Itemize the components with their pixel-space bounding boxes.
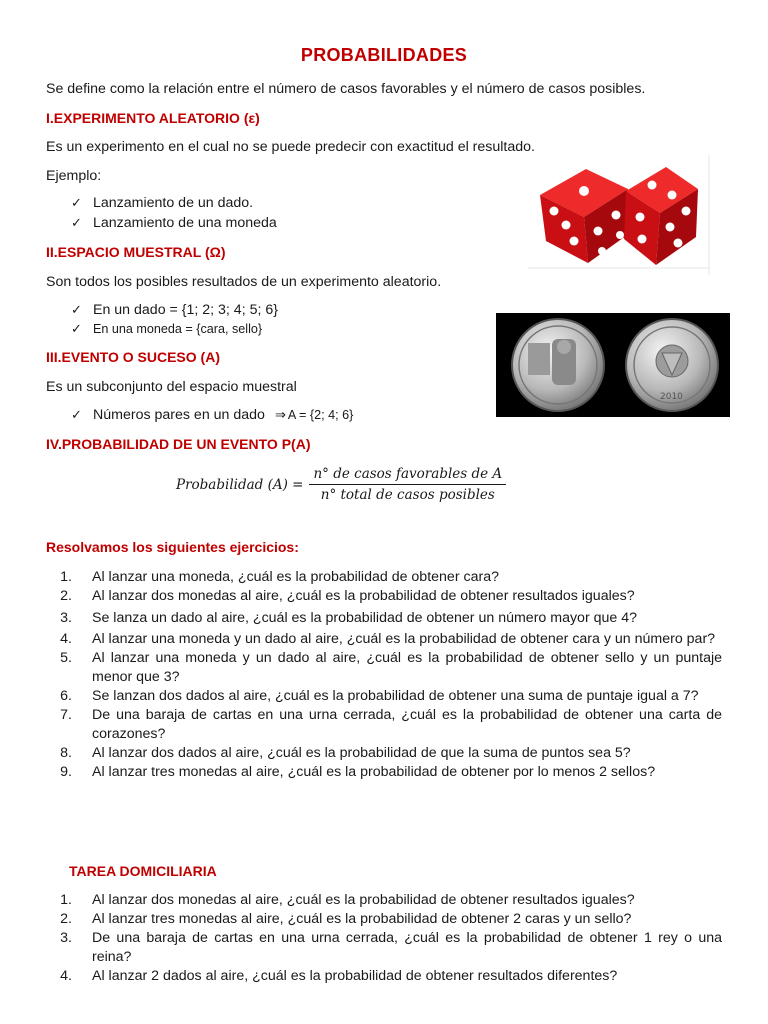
formula-lhs: Probabilidad (A) = [176,476,304,493]
coins-image [496,313,730,417]
red-dice-icon [528,155,710,275]
section-3-heading: III.EVENTO O SUCESO (A) [46,349,220,365]
list-item: ✓ Lanzamiento de una moneda [71,215,277,231]
item-text: De una baraja de cartas en una urna cerrada, ¿cuál es la probabilidad de obtener 1 rey o una reina? [92,930,722,965]
item-number: 5. [60,650,72,666]
check-icon: ✓ [71,195,82,210]
item-text: Al lanzar una moneda y un dado al aire, ¿cuál es la probabilidad de obtener sello y un puntaje menor que 3? [92,650,722,685]
section-3-text: Es un subconjunto del espacio muestral [46,379,297,395]
formula-fraction [309,466,506,503]
item-number: 9. [60,764,72,780]
item-text: Al lanzar 2 dados al aire, ¿cuál es la probabilidad de obtener resultados diferentes? [92,968,618,984]
item-number: 1. [60,569,72,585]
page-title: PROBABILIDADES [300,45,468,65]
item-number: 3. [60,930,72,946]
implies-arrow: ⇒ [274,407,286,422]
exercise-list [46,568,722,782]
item-text: Al lanzar dos dados al aire, ¿cuál es la probabilidad de que la suma de puntos sea 5? [92,745,631,761]
check-icon: ✓ [71,215,82,230]
item-number: 1. [60,892,72,908]
item-text: Al lanzar una moneda, ¿cuál es la probabilidad de obtener cara? [92,569,499,585]
item-text: De una baraja de cartas en una urna cerrada, ¿cuál es la probabilidad de obtener una carta de corazones? [92,707,722,742]
list-item [46,891,722,910]
list-item: ✓ Números pares en un dado ⇒ A = {2; 4; 6} [71,407,354,423]
item-number: 7. [60,707,72,723]
item-text: Al lanzar dos monedas al aire, ¿cuál es la probabilidad de obtener resultados iguales? [92,892,635,908]
item-text: Al lanzar dos monedas al aire, ¿cuál es la probabilidad de obtener resultados iguales? [92,588,635,604]
item-number: 8. [60,745,72,761]
list-item [46,687,722,706]
intro-text: Se define como la relación entre el número de casos favorables y el número de casos posibles. [46,81,646,97]
item-text: Se lanza un dado al aire, ¿cuál es la probabilidad de obtener un número mayor que 4? [92,610,637,626]
list-item [46,630,722,649]
section-2-text: Son todos los posibles resultados de un experimento aleatorio. [46,274,442,290]
probability-formula [176,466,506,503]
list-item [46,587,722,606]
list-item [46,744,722,763]
peru-coins-icon [496,313,730,417]
item-number: 4. [60,631,72,647]
list-item [46,967,722,986]
formula-numerator: n° de casos favorables de A [313,466,503,482]
item-text: Al lanzar una moneda y un dado al aire, ¿cuál es la probabilidad de obtener cara y un número par? [92,631,716,647]
list-item [46,910,722,929]
list-item [46,763,722,782]
item-text: Al lanzar tres monedas al aire, ¿cuál es la probabilidad de obtener por lo menos 2 sellos? [92,764,656,780]
list-item: ✓ En un dado = {1; 2; 3; 4; 5; 6} [71,302,278,318]
section-4-heading: IV.PROBABILIDAD DE UN EVENTO P(A) [46,436,311,452]
item-number: 6. [60,688,72,704]
item-text: Al lanzar tres monedas al aire, ¿cuál es la probabilidad de obtener 2 caras y un sello? [92,911,632,927]
homework-heading: TAREA DOMICILIARIA [69,863,217,879]
list-item [46,706,722,744]
list-item [46,606,722,630]
list-item: ✓ En una moneda = {cara, sello} [71,321,263,336]
section-1-heading: I.EXPERIMENTO ALEATORIO (ε) [46,110,260,126]
section-1-text: Es un experimento en el cual no se puede predecir con exactitud el resultado. [46,139,535,155]
list-item [46,649,722,687]
check-icon: ✓ [71,321,82,336]
check-icon: ✓ [71,407,82,422]
item-number: 3. [60,610,72,626]
item-text: Se lanzan dos dados al aire, ¿cuál es la probabilidad de obtener una suma de puntaje igual a 7? [92,688,699,704]
item-number: 2. [60,588,72,604]
example-label: Ejemplo: [46,168,102,184]
dice-image [528,155,710,275]
even-set: A = {2; 4; 6} [287,408,354,422]
list-item [46,568,722,587]
exercises-heading: Resolvamos los siguientes ejercicios: [46,539,299,555]
homework-list [46,891,722,986]
section-2-heading: II.ESPACIO MUESTRAL (Ω) [46,244,226,260]
list-item: ✓ Lanzamiento de un dado. [71,195,254,211]
item-number: 4. [60,968,72,984]
formula-denominator: n° total de casos posibles [320,487,495,503]
item-number: 2. [60,911,72,927]
svg-text:2010: 2010 [660,392,683,402]
check-icon: ✓ [71,302,82,317]
list-item [46,929,722,967]
